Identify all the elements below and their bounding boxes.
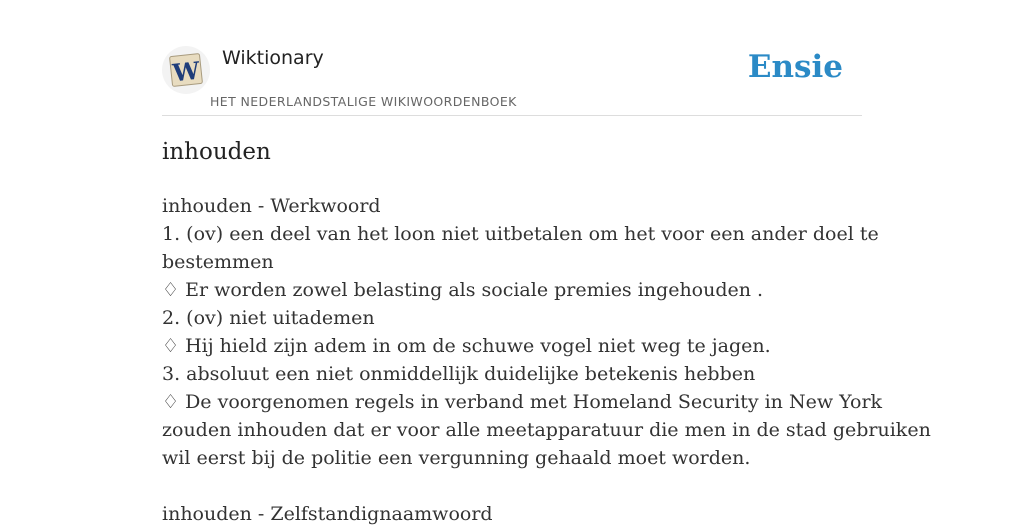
example-1: ♢ Er worden zowel belasting als sociale premies ingehouden .	[162, 279, 764, 301]
wiktionary-logo[interactable]	[162, 46, 210, 94]
page-title: inhouden	[162, 139, 271, 165]
entry-content	[162, 192, 931, 528]
ensie-brand-link[interactable]: Ensie	[747, 49, 843, 85]
example-3-line-2: zouden inhouden dat er voor alle meetapparatuur die men in de stad gebruiken	[162, 419, 931, 441]
definition-2: 2. (ov) niet uitademen	[162, 307, 375, 329]
wiktionary-logo-icon	[162, 46, 210, 94]
site-header	[162, 44, 862, 116]
next-entry-heading: inhouden - Zelfstandignaamwoord	[162, 503, 493, 525]
example-3-line-3: wil eerst bij de politie een vergunning gehaald moet worden.	[162, 447, 751, 469]
spacer	[162, 472, 862, 500]
logo-letter: W	[171, 55, 202, 88]
example-2: ♢ Hij hield zijn adem in om de schuwe vogel niet weg te jagen.	[162, 335, 771, 357]
site-tagline: HET NEDERLANDSTALIGE WIKIWOORDENBOEK	[210, 94, 517, 109]
site-name[interactable]: Wiktionary	[222, 47, 324, 69]
definition-3: 3. absoluut een niet onmiddellijk duidelijke betekenis hebben	[162, 363, 756, 385]
entry-heading: inhouden - Werkwoord	[162, 195, 381, 217]
definition-1-line-2: bestemmen	[162, 251, 274, 273]
example-3-line-1: ♢ De voorgenomen regels in verband met Homeland Security in New York	[162, 391, 883, 413]
definition-1-line-1: 1. (ov) een deel van het loon niet uitbetalen om het voor een ander doel te	[162, 223, 879, 245]
